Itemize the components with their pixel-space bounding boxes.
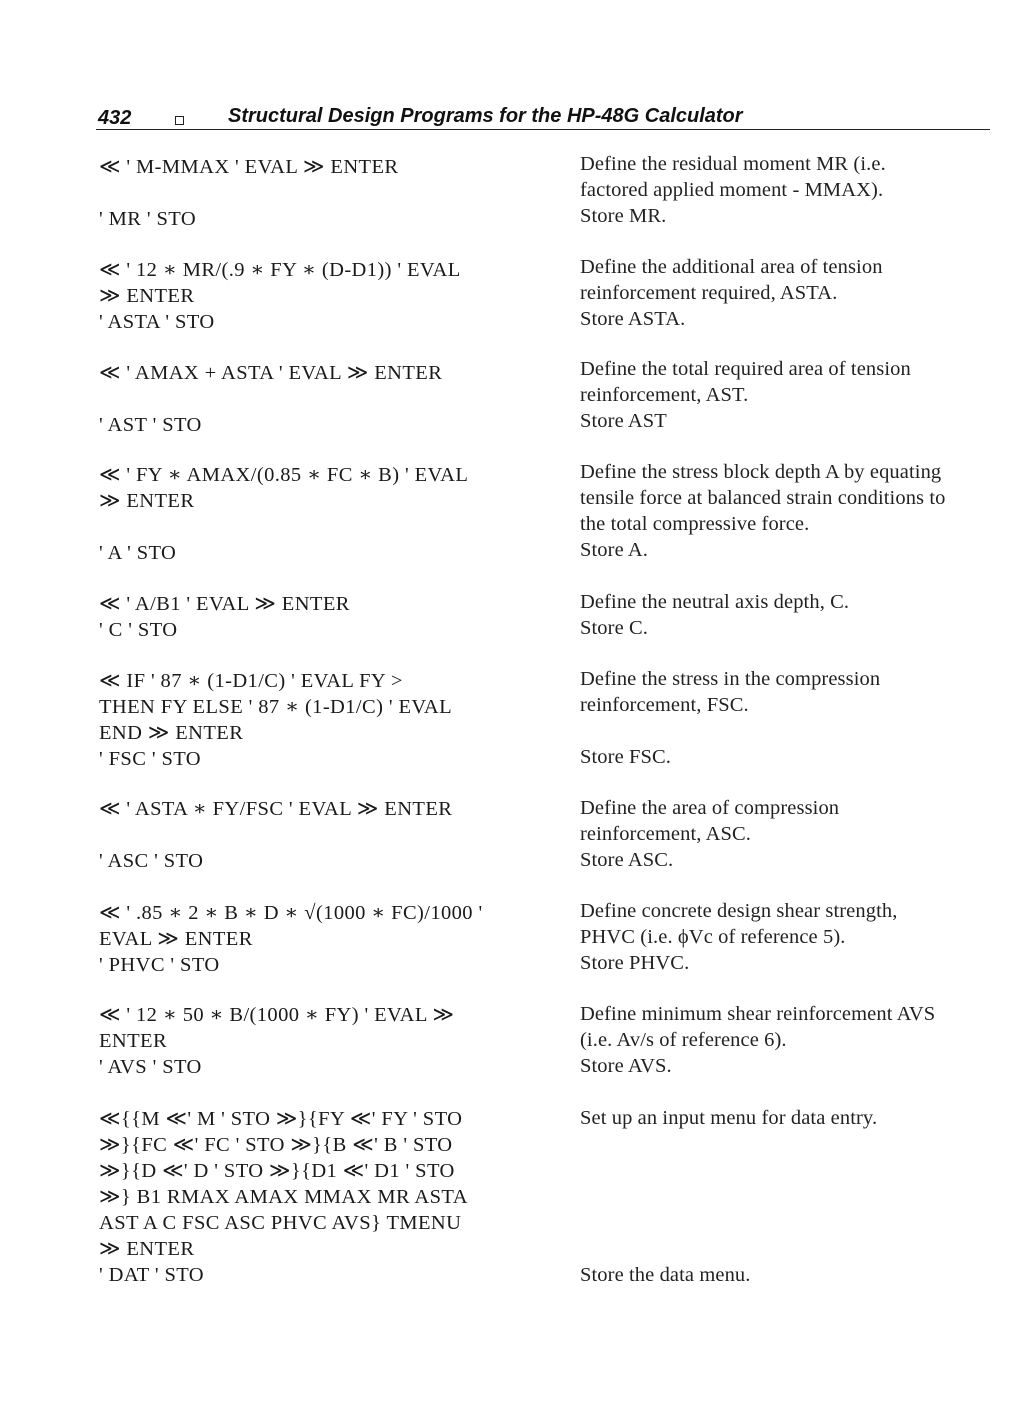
running-header xyxy=(96,103,990,130)
code-line: ≪ ' AMAX + ASTA ' EVAL ≫ ENTER xyxy=(99,362,443,384)
desc-line: Define the residual moment MR (i.e. xyxy=(580,153,886,175)
code-block-mr-define xyxy=(99,154,398,180)
desc-line: Store A. xyxy=(580,539,648,561)
code-line: ≪ ' ASTA ∗ FY/FSC ' EVAL ≫ ENTER xyxy=(99,798,453,820)
code-line: THEN FY ELSE ' 87 ∗ (1-D1/C) ' EVAL xyxy=(99,696,453,718)
desc-block-mr xyxy=(580,151,886,229)
desc-line: factored applied moment - MMAX). xyxy=(580,179,884,201)
desc-line: (i.e. Av/s of reference 6). xyxy=(580,1029,787,1051)
desc-line: Store PHVC. xyxy=(580,952,690,974)
code-block-asc-define xyxy=(99,796,452,822)
desc-block-fsc-store xyxy=(580,744,671,770)
code-line: ' ASC ' STO xyxy=(99,850,204,872)
desc-block-avs xyxy=(580,1001,935,1079)
code-line: ≪ IF ' 87 ∗ (1-D1/C) ' EVAL FY > xyxy=(99,670,403,692)
desc-line: Define concrete design shear strength, xyxy=(580,900,898,922)
code-line: ≪ ' FY ∗ AMAX/(0.85 ∗ FC ∗ B) ' EVAL xyxy=(99,464,469,486)
book-title: Structural Design Programs for the HP-48G Calculator xyxy=(228,105,743,127)
desc-block-ast xyxy=(580,356,911,434)
code-line: ' FSC ' STO xyxy=(99,748,201,770)
code-line: ' A ' STO xyxy=(99,542,177,564)
desc-line: Store FSC. xyxy=(580,746,671,768)
desc-block-dat xyxy=(580,1262,751,1288)
desc-block-menu xyxy=(580,1105,877,1131)
code-line: ' AVS ' STO xyxy=(99,1056,202,1078)
desc-line: PHVC (i.e. ϕVc of reference 5). xyxy=(580,926,846,948)
desc-line: Define the additional area of tension xyxy=(580,256,883,278)
desc-line: Define the area of compression xyxy=(580,797,840,819)
code-block-a-store xyxy=(99,540,176,566)
code-line: ≫ ENTER xyxy=(99,285,195,307)
code-line: ≪{{M ≪' M ' STO ≫}{FY ≪' FY ' STO xyxy=(99,1108,463,1130)
code-line: ENTER xyxy=(99,1030,168,1052)
desc-line: Store the data menu. xyxy=(580,1264,751,1286)
square-bullet-icon xyxy=(175,116,184,125)
code-line: EVAL ≫ ENTER xyxy=(99,928,253,950)
desc-line: Store AST xyxy=(580,410,667,432)
code-line: ' MR ' STO xyxy=(99,208,197,230)
code-block-c xyxy=(99,591,350,643)
code-line: ≫}{FC ≪' FC ' STO ≫}{B ≪' B ' STO xyxy=(99,1134,453,1156)
code-line: ' ASTA ' STO xyxy=(99,311,215,333)
desc-line: reinforcement, AST. xyxy=(580,384,749,406)
code-line: AST A C FSC ASC PHVC AVS} TMENU xyxy=(99,1212,462,1234)
code-block-asc-store xyxy=(99,848,203,874)
code-line: END ≫ ENTER xyxy=(99,722,244,744)
desc-line: reinforcement, ASC. xyxy=(580,823,751,845)
code-line: ≪ ' 12 ∗ MR/(.9 ∗ FY ∗ (D-D1)) ' EVAL xyxy=(99,259,461,281)
desc-line: Define the stress block depth A by equating xyxy=(580,461,942,483)
desc-line: Define minimum shear reinforcement AVS xyxy=(580,1003,936,1025)
code-line: ≫ ENTER xyxy=(99,490,195,512)
code-block-phvc xyxy=(99,900,483,978)
code-line: ' PHVC ' STO xyxy=(99,954,220,976)
code-block-asta xyxy=(99,257,461,335)
code-line: ≪ ' .85 ∗ 2 ∗ B ∗ D ∗ √(1000 ∗ FC)/1000 ' xyxy=(99,902,483,924)
desc-line: Define the neutral axis depth, C. xyxy=(580,591,850,613)
code-block-menu xyxy=(99,1106,468,1288)
desc-line: reinforcement, FSC. xyxy=(580,694,749,716)
code-block-mr-store xyxy=(99,206,196,232)
desc-line: Set up an input menu for data entry. xyxy=(580,1107,878,1129)
desc-block-phvc xyxy=(580,898,897,976)
desc-line: Store ASC. xyxy=(580,849,674,871)
desc-block-fsc-define xyxy=(580,666,880,718)
desc-line: Store AVS. xyxy=(580,1055,672,1077)
desc-block-a xyxy=(580,459,946,563)
code-line: ' DAT ' STO xyxy=(99,1264,205,1286)
code-line: ≪ ' M-MMAX ' EVAL ≫ ENTER xyxy=(99,156,399,178)
desc-line: tensile force at balanced strain conditions to xyxy=(580,487,946,509)
code-block-fsc xyxy=(99,668,452,772)
desc-line: Store C. xyxy=(580,617,648,639)
desc-line: Define the stress in the compression xyxy=(580,668,881,690)
code-block-a-define xyxy=(99,462,468,514)
code-line: ≪ ' 12 ∗ 50 ∗ B/(1000 ∗ FY) ' EVAL ≫ xyxy=(99,1004,455,1026)
code-line: ≫}{D ≪' D ' STO ≫}{D1 ≪' D1 ' STO xyxy=(99,1160,455,1182)
code-block-ast-define xyxy=(99,360,442,386)
desc-block-asc xyxy=(580,795,839,873)
code-line: ≫} B1 RMAX AMAX MMAX MR ASTA xyxy=(99,1186,468,1208)
desc-line: the total compressive force. xyxy=(580,513,810,535)
desc-block-c xyxy=(580,589,849,641)
code-line: ≪ ' A/B1 ' EVAL ≫ ENTER xyxy=(99,593,350,615)
code-line: ' C ' STO xyxy=(99,619,178,641)
desc-line: reinforcement required, ASTA. xyxy=(580,282,838,304)
desc-line: Store ASTA. xyxy=(580,308,686,330)
desc-line: Store MR. xyxy=(580,205,667,227)
code-line: ' AST ' STO xyxy=(99,414,202,436)
desc-block-asta xyxy=(580,254,883,332)
desc-line: Define the total required area of tension xyxy=(580,358,911,380)
code-block-avs xyxy=(99,1002,454,1080)
code-line: ≫ ENTER xyxy=(99,1238,195,1260)
page-number: 432 xyxy=(98,107,132,129)
code-block-ast-store xyxy=(99,412,202,438)
